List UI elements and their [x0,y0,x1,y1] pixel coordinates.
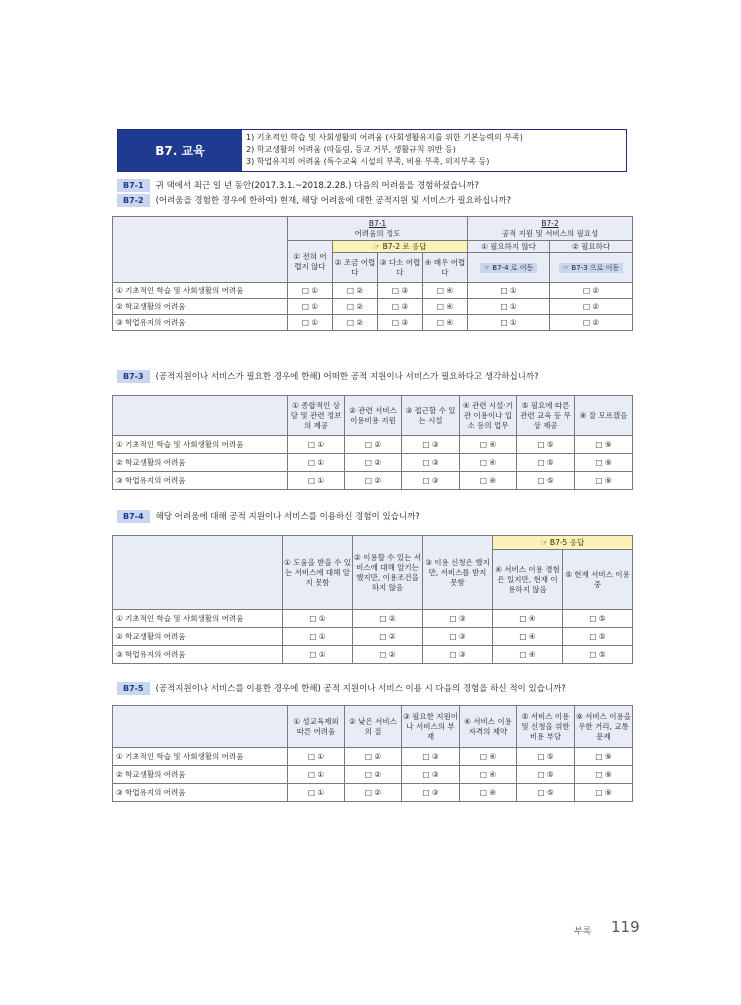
col-header: ⑨ 서비스 이용을 우한 거리, 교통 문제 [575,706,633,748]
section-title: B7. 교육 [118,130,242,171]
checkbox[interactable]: □ ③ [378,283,423,299]
col-header: ③ 다소 어렵다 [378,253,423,283]
row-header-blank [113,396,288,436]
checkbox[interactable]: □ ② [353,628,423,646]
goto-suffix: 이동 [605,263,620,272]
checkbox[interactable]: □ ⑨ [575,766,633,784]
checkbox[interactable]: □ ④ [493,646,563,664]
checkbox[interactable]: □ ① [283,646,353,664]
checkbox[interactable]: □ ② [550,315,633,331]
checkbox[interactable]: □ ⑨ [575,784,633,802]
col-header: ② 낮은 서비스의 질 [345,706,402,748]
checkbox[interactable]: □ ③ [378,299,423,315]
checkbox[interactable]: □ ③ [423,646,493,664]
checkbox[interactable]: □ ③ [402,454,460,472]
col-header: ③ 접근할 수 있는 시설 [402,396,460,436]
col-header: ② 관련 서비스 이용비용 지원 [345,396,402,436]
table-row [113,610,633,628]
row-label: ③ 학업유지의 어려움 [113,315,288,331]
table-b7-3 [112,395,633,490]
checkbox[interactable]: □ ② [333,315,378,331]
question-b7-2 [117,194,511,207]
checkbox[interactable]: □ ② [550,299,633,315]
row-label: ③ 학업유지의 어려움 [113,646,283,664]
checkbox[interactable]: □ ② [345,454,402,472]
question-b7-1 [117,179,479,192]
question-b7-4 [117,510,420,523]
goto-label: ☞ B7-3 으로 [562,263,604,272]
checkbox[interactable]: □ ④ [493,628,563,646]
checkbox[interactable]: □ ④ [423,299,468,315]
col-header: ② 이용할 수 있는 서비스에 대해 알기는 했지만, 이용조건을 하지 않음 [353,536,423,610]
row-label: ③ 학업유지의 어려움 [113,784,288,802]
col-header: ④ 서비스 이용자격의 제약 [460,706,517,748]
checkbox[interactable]: □ ① [288,784,345,802]
skip-instruction [333,241,468,253]
table-row [113,646,633,664]
table-b7-1-2 [112,216,633,331]
checkbox[interactable]: □ ④ [460,436,517,454]
checkbox[interactable]: □ ⑤ [517,454,575,472]
checkbox[interactable]: □ ③ [402,766,460,784]
checkbox[interactable]: □ ① [288,454,345,472]
checkbox[interactable]: □ ⑤ [517,784,575,802]
checkbox[interactable]: □ ③ [402,784,460,802]
col-header: ① 종합적인 상담 및 관련 정보의 제공 [288,396,345,436]
col-header: ⑤ 현재 서비스 이용중 [563,550,633,610]
checkbox[interactable]: □ ③ [423,610,493,628]
checkbox[interactable]: □ ③ [402,472,460,490]
col-header: ⑨ 잘 모르겠음 [575,396,633,436]
question-text: 해당 어려움에 대해 공적 지원이나 서비스를 이용하신 경험이 있습니까? [155,511,420,522]
table-row [113,472,633,490]
checkbox[interactable]: □ ④ [460,454,517,472]
checkbox[interactable]: □ ④ [460,784,517,802]
checkbox[interactable]: □ ② [550,283,633,299]
checkbox[interactable]: □ ① [468,299,550,315]
row-header-blank [113,706,288,748]
question-tag: B7-3 [117,370,150,383]
table-row [113,299,633,315]
checkbox[interactable]: □ ⑨ [575,436,633,454]
goto-instruction [468,253,550,283]
col-header: ① 필요하지 않다 [468,241,550,253]
checkbox[interactable]: □ ④ [460,766,517,784]
skip-suffix: 응답 [412,241,427,251]
col-header: ④ 서비스 이용 경험은 있지만, 현재 이용하지 않음 [493,550,563,610]
group-tag: B7-1 [368,218,387,228]
checkbox[interactable]: □ ① [288,299,333,315]
row-label: ① 기초적인 학습 및 사회생활의 어려움 [113,436,288,454]
table-row [113,628,633,646]
checkbox[interactable]: □ ⑤ [517,748,575,766]
group-title: 공적 지원 및 서비스의 필요성 [501,228,599,238]
table-row [113,315,633,331]
description-line: 3) 학업유지의 어려움 (특수교육 시설의 부족, 비용 부족, 의지부족 등) [246,157,490,166]
checkbox[interactable]: □ ⑤ [517,436,575,454]
checkbox[interactable]: □ ⑤ [517,472,575,490]
question-text: 귀 댁에서 최근 일 년 동안(2017.3.1.~2018.2.28.) 다음의 어려움을 경험하셨습니까? [155,180,480,191]
question-tag: B7-1 [117,179,150,192]
checkbox[interactable]: □ ③ [423,628,493,646]
description-line: 1) 기초적인 학습 및 사회생활의 어려움 (사회생활유지를 위한 기본능력의 부족) [246,133,523,142]
table-row [113,766,633,784]
col-header: ⑤ 서비스 이용 및 신청을 위한 비용 부담 [517,706,575,748]
checkbox[interactable]: □ ② [333,299,378,315]
checkbox[interactable]: □ ② [345,436,402,454]
checkbox[interactable]: □ ② [333,283,378,299]
checkbox[interactable]: □ ② [353,646,423,664]
row-label: ② 학교생활의 어려움 [113,766,288,784]
checkbox[interactable]: □ ② [353,610,423,628]
section-description [242,130,626,171]
checkbox[interactable]: □ ⑤ [563,610,633,628]
table-b7-5 [112,705,633,802]
col-header: ① 성교육제외 따른 어려움 [288,706,345,748]
checkbox[interactable]: □ ① [288,766,345,784]
checkbox[interactable]: □ ③ [402,436,460,454]
checkbox[interactable]: □ ④ [493,610,563,628]
question-text: (공적지원이나 서비스를 이용한 경우에 한해) 공적 지원이나 서비스 이용 시 다음의 경험을 하신 적이 있습니까? [155,683,566,694]
checkbox[interactable]: □ ② [345,766,402,784]
checkbox[interactable]: □ ① [468,315,550,331]
col-header: ⑤ 필요에 따른 관련 교육 등 무상 제공 [517,396,575,436]
col-header: ① 도움을 받을 수 있는 서비스에 대해 알지 못함 [283,536,353,610]
checkbox[interactable]: □ ③ [402,748,460,766]
question-tag: B7-5 [117,682,150,695]
row-label: ① 기초적인 학습 및 사회생활의 어려움 [113,283,288,299]
col-group-b7-2 [468,217,633,241]
checkbox[interactable]: □ ② [345,748,402,766]
checkbox[interactable]: □ ⑨ [575,748,633,766]
checkbox[interactable]: □ ① [283,610,353,628]
checkbox[interactable]: □ ⑤ [563,628,633,646]
row-label: ① 기초적인 학습 및 사회생활의 어려움 [113,748,288,766]
skip-label: ☞ B7-2 로 [373,241,410,251]
goto-label: ☞ B7-4 로 [483,263,518,272]
col-header: ① 전혀 어렵지 않다 [288,241,333,283]
row-label: ② 학교생활의 어려움 [113,628,283,646]
table-row [113,454,633,472]
col-header: ② 조금 어렵다 [333,253,378,283]
footer-label: 부록 [574,927,592,937]
goto-suffix: 이동 [519,263,534,272]
question-b7-3 [117,370,539,383]
checkbox[interactable]: □ ② [345,784,402,802]
checkbox[interactable]: □ ① [288,436,345,454]
checkbox[interactable]: □ ① [288,748,345,766]
checkbox[interactable]: □ ① [283,628,353,646]
col-header: ④ 매우 어렵다 [423,253,468,283]
row-label: ① 기초적인 학습 및 사회생활의 어려움 [113,610,283,628]
section-header [117,129,627,172]
checkbox[interactable]: □ ⑨ [575,472,633,490]
skip-instruction: ☞ B7-5 응답 [493,536,633,550]
row-label: ② 학교생활의 어려움 [113,299,288,315]
goto-instruction [550,253,633,283]
description-line: 2) 학교생활의 어려움 (따돌림, 등교 거부, 생활규칙 위반 등) [246,145,456,154]
checkbox[interactable]: □ ③ [378,315,423,331]
table-b7-4 [112,535,633,664]
row-label: ③ 학업유지의 어려움 [113,472,288,490]
group-title: 어려움의 정도 [354,228,401,238]
col-header: ② 필요하다 [550,241,633,253]
checkbox[interactable]: □ ① [468,283,550,299]
checkbox[interactable]: □ ④ [460,472,517,490]
question-b7-5 [117,682,566,695]
table-row [113,748,633,766]
row-header-blank [113,217,288,283]
checkbox[interactable]: □ ① [288,472,345,490]
row-header-blank [113,536,283,610]
checkbox[interactable]: □ ② [345,472,402,490]
row-label: ② 학교생활의 어려움 [113,454,288,472]
table-row [113,283,633,299]
col-group-b7-1 [288,217,468,241]
checkbox[interactable]: □ ① [288,315,333,331]
checkbox[interactable]: □ ④ [423,283,468,299]
question-text: (어려움을 경험한 경우에 한하여) 현재, 해당 어려움에 대한 공적지원 및 서비스가 필요하십니까? [155,195,512,206]
checkbox[interactable]: □ ① [288,283,333,299]
col-header: ③ 필요한 지원이나 서비스의 부재 [402,706,460,748]
group-tag: B7-2 [541,218,559,228]
checkbox[interactable]: □ ⑤ [563,646,633,664]
question-text: (공적지원이나 서비스가 필요한 경우에 한해) 어떠한 공적 지원이나 서비스가 필요하다고 생각하십니까? [155,371,539,382]
question-tag: B7-2 [117,194,150,207]
col-header: ④ 관련 시설·기관 이용이나 입소 등의 업무 [460,396,517,436]
page-number: 119 [611,918,640,936]
table-row [113,436,633,454]
col-header: ③ 이용 신청은 했지만, 서비스를 받지 못함 [423,536,493,610]
checkbox[interactable]: □ ⑤ [517,766,575,784]
checkbox[interactable]: □ ⑨ [575,454,633,472]
question-tag: B7-4 [117,510,150,523]
checkbox[interactable]: □ ④ [460,748,517,766]
table-row [113,784,633,802]
checkbox[interactable]: □ ④ [423,315,468,331]
